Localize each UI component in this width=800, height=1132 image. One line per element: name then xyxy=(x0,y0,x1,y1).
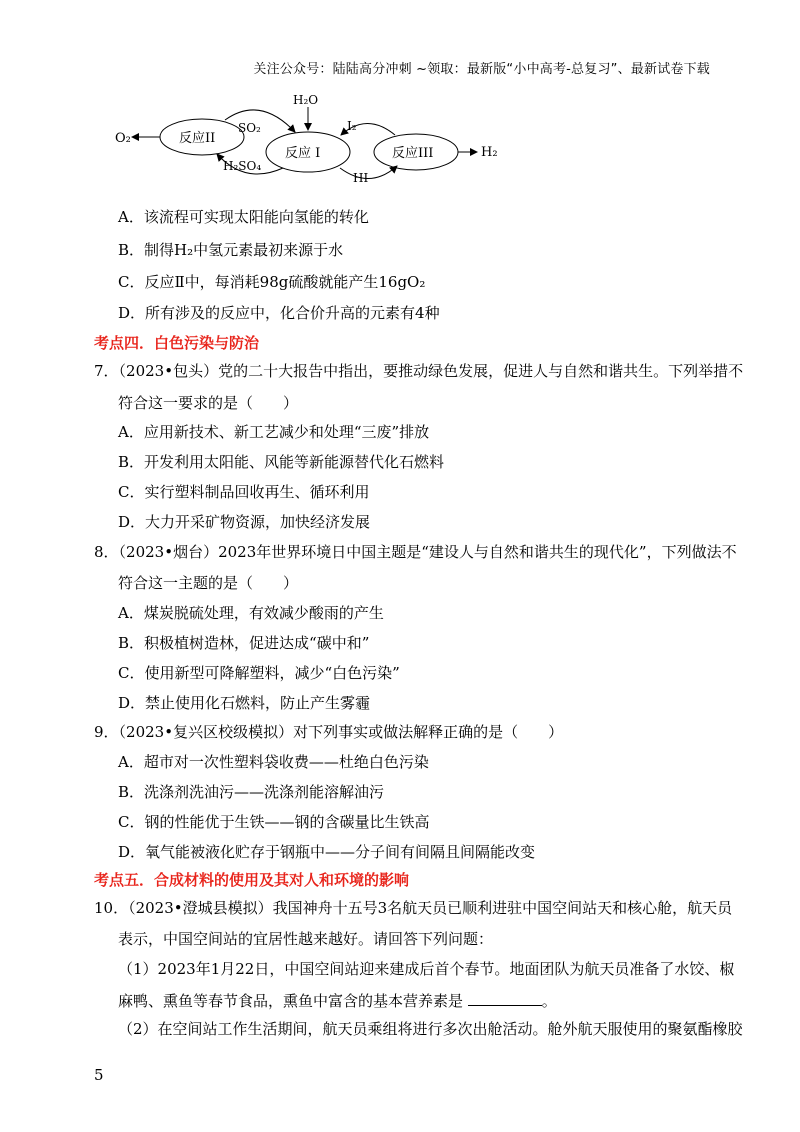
q7-stem-line2: 符合这一要求的是（ ） xyxy=(118,394,299,412)
page-number: 5 xyxy=(94,1066,104,1084)
section-5-heading: 考点五．合成材料的使用及其对人和环境的影响 xyxy=(94,871,410,889)
q10-part1-line2 xyxy=(0,990,800,1011)
q8-stem-line1: 8．（2023•烟台）2023年世界环境日中国主题是“建设人与自然和谐共生的现代化”，下列做法不 xyxy=(94,543,737,561)
reaction-3-label: 反应III xyxy=(392,146,434,161)
hi-label: HI xyxy=(353,171,369,185)
so2-label: SO₂ xyxy=(238,121,261,135)
q10-part2-line1: （2）在空间站工作生活期间，航天员乘组将进行多次出舱活动。舱外航天服使用的聚氨酯橡胶 xyxy=(118,1020,743,1038)
q8-option-b: B．积极植树造林，促进达成“碳中和” xyxy=(118,634,370,652)
reaction-1-label: 反应 I xyxy=(285,146,321,161)
q10-stem-line2: 表示，中国空间站的宜居性越来越好。请回答下列问题： xyxy=(118,930,494,948)
q9-option-b: B．洗涤剂洗油污——洗涤剂能溶解油污 xyxy=(118,783,385,801)
q10-stem-line1: 10．（2023•澄城县模拟）我国神舟十五号3名航天员已顺利进驻中国空间站天和核心舱，航天员 xyxy=(94,899,733,917)
h2-label: H₂ xyxy=(481,145,498,160)
q10-part1-end: 。 xyxy=(541,992,557,1010)
q7-option-a: A．应用新技术、新工艺减少和处理“三废”排放 xyxy=(118,423,430,441)
q9-option-c: C．钢的性能优于生铁——钢的含碳量比生铁高 xyxy=(118,813,430,831)
hi-arrow xyxy=(340,166,397,179)
q6-option-a: A．该流程可实现太阳能向氢能的转化 xyxy=(118,208,369,226)
answer-blank[interactable] xyxy=(468,990,542,1006)
h2so4-label: H₂SO₄ xyxy=(223,159,262,173)
q10-part1-line1: （1）2023年1月22日，中国空间站迎来建成后首个春节。地面团队为航天员准备了水饺、椒 xyxy=(118,960,735,978)
q7-stem-line1: 7．（2023•包头）党的二十大报告中指出，要推动绿色发展，促进人与自然和谐共生。下列举措不 xyxy=(94,362,744,380)
q8-option-d: D．禁止使用化石燃料，防止产生雾霾 xyxy=(118,694,371,712)
q6-option-d: D．所有涉及的反应中，化合价升高的元素有4种 xyxy=(118,304,440,322)
q7-option-b: B．开发利用太阳能、风能等新能源替代化石燃料 xyxy=(118,453,445,471)
i2-label: I₂ xyxy=(347,119,357,133)
q7-option-d: D．大力开采矿物资源，加快经济发展 xyxy=(118,513,371,531)
q9-stem: 9．（2023•复兴区校级模拟）对下列事实或做法解释正确的是（ ） xyxy=(94,723,564,741)
o2-label: O₂ xyxy=(115,131,131,146)
q6-option-c: C．反应Ⅱ中，每消耗98g硫酸就能产生16gO₂ xyxy=(118,273,426,291)
h2o-label: H₂O xyxy=(293,93,319,107)
q9-option-d: D．氧气能被液化贮存于钢瓶中——分子间有间隔且间隔能改变 xyxy=(118,843,536,861)
q6-option-b: B．制得H₂中氢元素最初来源于水 xyxy=(118,241,344,259)
q8-option-c: C．使用新型可降解塑料，减少“白色污染” xyxy=(118,664,400,682)
page-header: 关注公众号：陆陆高分冲刺 ~领取：最新版“小中高考-总复习”、最新试卷下载 xyxy=(253,62,710,77)
reaction-2-label: 反应II xyxy=(179,131,216,146)
section-4-heading: 考点四．白色污染与防治 xyxy=(94,334,260,352)
q8-stem-line2: 符合这一主题的是（ ） xyxy=(118,574,299,592)
reaction-cycle-diagram xyxy=(105,90,505,190)
q8-option-a: A．煤炭脱硫处理，有效减少酸雨的产生 xyxy=(118,604,384,622)
q10-part1-text: 麻鸭、熏鱼等春节食品，熏鱼中富含的基本营养素是 xyxy=(118,992,464,1010)
q7-option-c: C．实行塑料制品回收再生、循环利用 xyxy=(118,483,370,501)
q9-option-a: A．超市对一次性塑料袋收费——杜绝白色污染 xyxy=(118,753,429,771)
